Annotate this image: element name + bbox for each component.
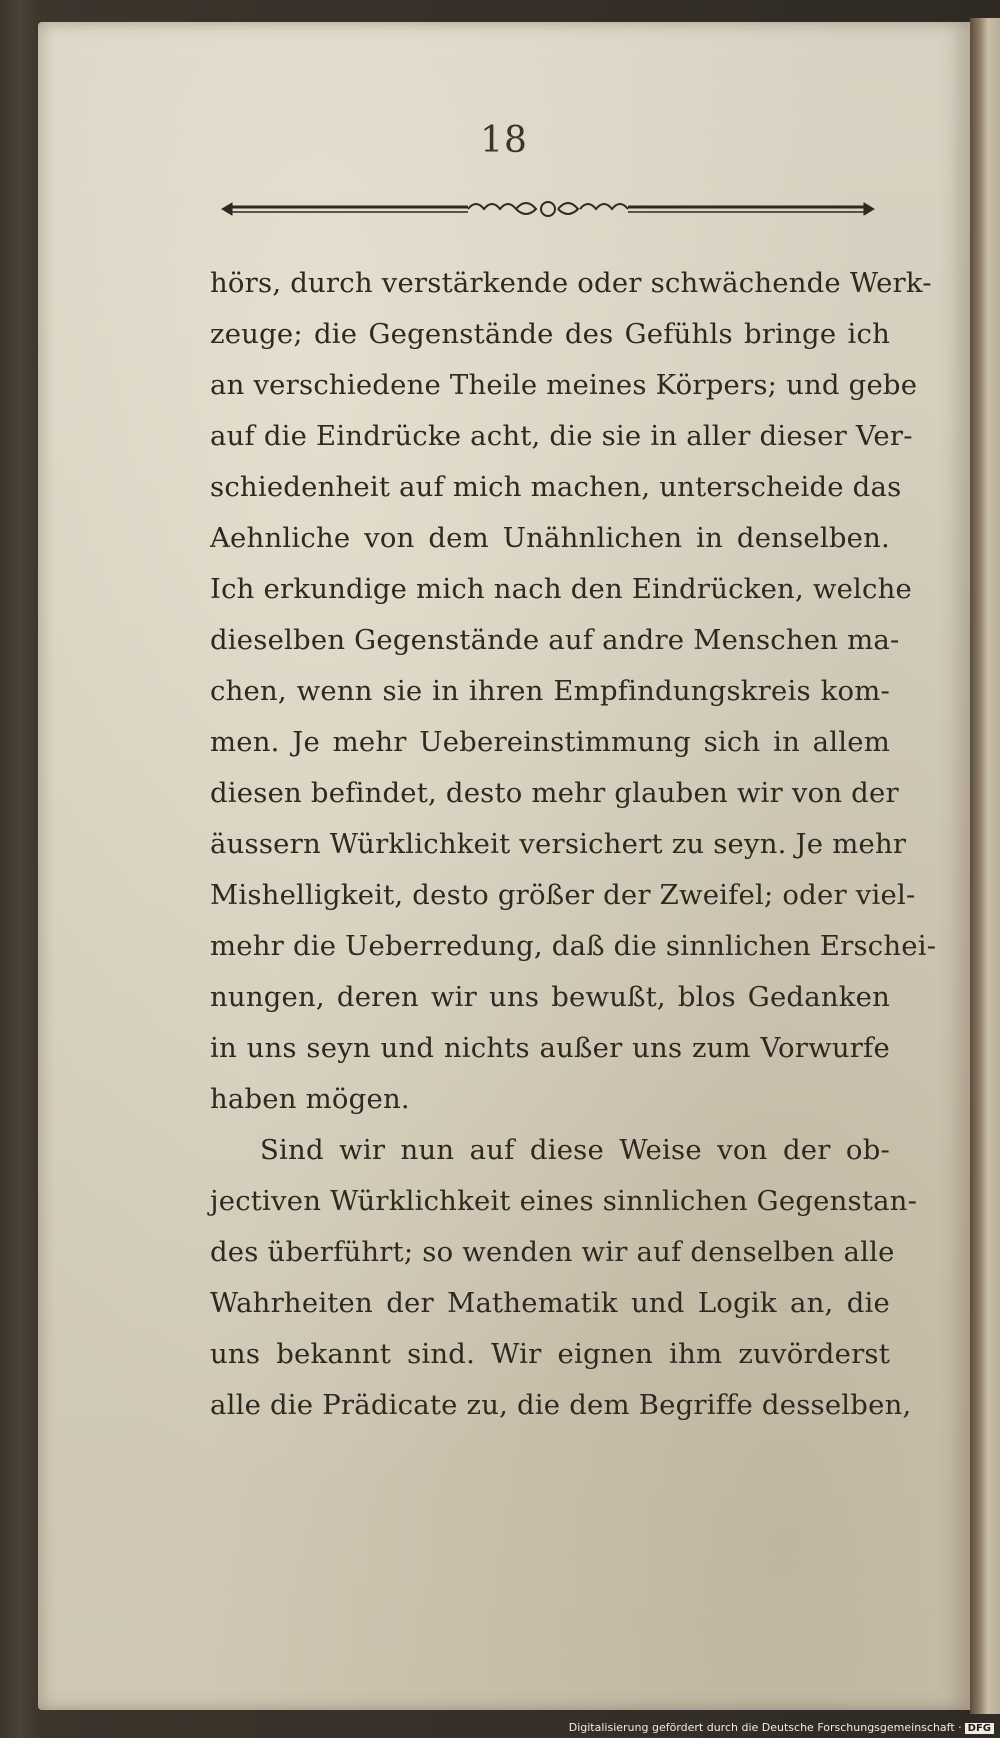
text-line: hörs, durch verstärkende oder schwächende Werk-	[210, 267, 932, 299]
text-line: Wahrheiten der Mathematik und Logik an, die	[210, 1287, 890, 1319]
text-line: in uns seyn und nichts außer uns zum Vorwurfe	[210, 1032, 890, 1064]
ornamental-rule-icon	[218, 194, 878, 224]
text-line: nungen, deren wir uns bewußt, blos Gedanken	[210, 981, 890, 1013]
text-line: an verschiedene Theile meines Körpers; und gebe	[210, 369, 918, 401]
text-block	[210, 258, 937, 1431]
text-line: Ich erkundige mich nach den Eindrücken, welche	[210, 573, 913, 605]
text-line: zeuge; die Gegenstände des Gefühls bringe ich	[210, 318, 890, 350]
text-line: diesen befindet, desto mehr glauben wir von der	[210, 777, 899, 809]
text-line: Mishelligkeit, desto größer der Zweifel; oder viel-	[210, 879, 916, 911]
text-line: uns bekannt sind. Wir eignen ihm zuvörderst	[210, 1338, 890, 1370]
text-line: Sind wir nun auf diese Weise von der ob-	[260, 1134, 890, 1166]
text-line: men. Je mehr Uebereinstimmung sich in allem	[210, 726, 890, 758]
text-line: Aehnliche von dem Unähnlichen in denselben.	[210, 522, 890, 554]
text-line: haben mögen.	[210, 1083, 410, 1115]
digitization-credit	[569, 1721, 994, 1734]
credit-text: Digitalisierung gefördert durch die Deutsche Forschungsgemeinschaft ·	[568, 1721, 962, 1734]
text-line: äussern Würklichkeit versichert zu seyn. Je mehr	[210, 828, 907, 860]
dfg-logo: DFG	[965, 1723, 994, 1734]
book-page	[38, 22, 970, 1710]
text-line: schiedenheit auf mich machen, unterscheide das	[210, 471, 902, 503]
text-line: chen, wenn sie in ihren Empfindungskreis kom-	[210, 675, 890, 707]
next-page-edge	[970, 18, 1000, 1714]
text-line: mehr die Ueberredung, daß die sinnlichen Erschei-	[210, 930, 937, 962]
text-line: jectiven Würklichkeit eines sinnlichen Gegenstan-	[210, 1185, 918, 1217]
page-number: 18	[480, 120, 528, 161]
text-line: des überführt; so wenden wir auf denselben alle	[210, 1236, 895, 1268]
text-line: alle die Prädicate zu, die dem Begriffe desselben,	[210, 1389, 912, 1421]
text-line: dieselben Gegenstände auf andre Menschen ma-	[210, 624, 900, 656]
text-line: auf die Eindrücke acht, die sie in aller dieser Ver-	[210, 420, 913, 452]
